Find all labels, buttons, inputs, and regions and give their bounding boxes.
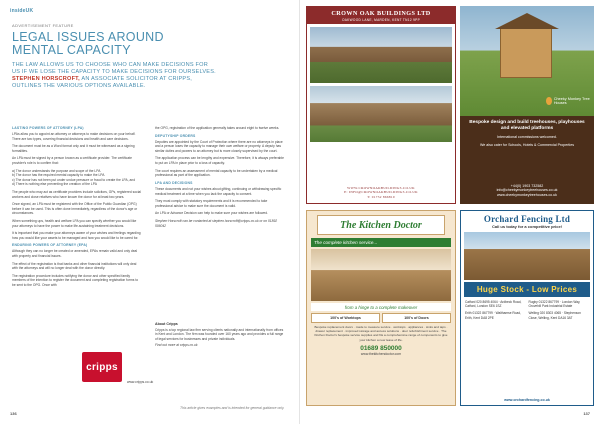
cheeky-monkey-tagline: Bespoke design and build treehouses, playhouses and elevated platforms xyxy=(469,120,585,131)
page-title: LEGAL ISSUES AROUND MENTAL CAPACITY xyxy=(12,30,164,57)
cripps-url[interactable]: www.cripps.co.uk xyxy=(127,380,154,384)
crown-oak-contact xyxy=(307,186,455,199)
kitchen-photo xyxy=(311,249,451,301)
branch-welling: Welling 020 8303 4065 · Stephenson Close, Welling, Kent DA16 3AT xyxy=(528,311,581,320)
cheeky-monkey-logo xyxy=(546,94,590,108)
cheeky-monkey-phone: +44(0) 1903 732582 xyxy=(510,183,544,188)
about-box xyxy=(155,322,285,348)
cheeky-monkey-contact xyxy=(460,184,594,198)
kitchen-doctor-feature-grid xyxy=(311,313,451,323)
kitchen-doctor-strap: from a hinge to a complete makeover xyxy=(311,303,451,311)
list-item: a) The donor understands the purpose and scope of the LPA xyxy=(12,168,101,173)
paragraph: An LPA or Advance Decision can help to make sure your wishes are followed. xyxy=(155,211,269,216)
standfirst-lead: THE LAW ALLOWS US TO CHOOSE WHO CAN MAKE DECISIONS FOR US IF WE LOSE THE CAPACITY TO MAKE DECISIONS FOR OURSELVES. xyxy=(12,62,216,75)
right-page xyxy=(300,0,600,424)
paragraph: It is important that you make your attorneys aware of your wishes and feelings regarding how you would like your assets to be managed and how you would like to be cared for. xyxy=(12,231,141,240)
crown-oak-title: CROWN OAK BUILDINGS LTD xyxy=(331,10,431,17)
paragraph: An LPA must be signed by a person known as a certificate provider. The certificate provider's role is to confirm that: xyxy=(12,156,132,166)
paragraph: They must comply with statutory requirements and it is recommended to take professional advice to make sure the document is valid. xyxy=(155,199,268,208)
about-body: Cripps is a top regional law firm serving clients nationally and internationally from offices in Kent and London. The firm was founded over 160 years ago and provides a full range of legal services for businesses and private individuals. xyxy=(155,327,284,341)
article-column-2 xyxy=(155,126,285,231)
page-number: 136 xyxy=(10,411,17,416)
orchard-header xyxy=(461,211,593,230)
about-title: About Cripps xyxy=(155,322,178,326)
contact-line: Stephen Horscroft can be contacted at stephen.horscroft@cripps.co.uk or on 01892 506042 xyxy=(155,218,278,228)
page-number: 137 xyxy=(583,411,590,416)
paragraph: Once signed, an LPA must be registered with the Office of the Public Guardian (OPG) before it can be used. This is often done immediately, regardless of the donor's age or circumstances. xyxy=(12,202,138,216)
article-column-1 xyxy=(12,126,142,291)
crown-oak-web[interactable]: WWW.CROWNOAKBUILDINGS.CO.UK xyxy=(347,185,415,190)
orchard-title: Orchard Fencing Ltd xyxy=(483,214,571,224)
cheeky-monkey-email[interactable]: info@cheekymonkeytreehouses.co.uk xyxy=(496,188,558,193)
cheeky-monkey-sub1: International commissions welcomed. xyxy=(497,135,557,139)
subheading: ENDURING POWERS OF ATTORNEY (EPA) xyxy=(12,243,88,248)
paragraph: the OPG, registration of the application generally takes around eight to twelve weeks. xyxy=(155,126,280,130)
kitchen-doctor-ad xyxy=(306,210,456,406)
kitchen-doctor-logo: The Kitchen Doctor xyxy=(317,215,445,235)
feature-doors: 100's of Doors xyxy=(382,313,451,323)
monkey-icon xyxy=(546,97,552,105)
kitchen-doctor-banner: The complete kitchen service... xyxy=(311,238,451,247)
orchard-stock-banner: Huge Stock - Low Prices xyxy=(464,282,590,297)
paragraph: LPAs allow you to appoint an attorney or attorneys to make decisions on your behalf. There are two types, covering financial decisions and health and care decisions. xyxy=(12,132,136,141)
paragraph: Although they can no longer be created or amended, EPAs remain valid and only deal with property and financial issues. xyxy=(12,249,138,259)
list-item: b) The donor has the required mental capacity to make the LPA xyxy=(12,173,105,178)
orchard-web[interactable]: www.orchardfencing.co.uk xyxy=(504,398,550,402)
crown-oak-header xyxy=(307,7,455,24)
paragraph: The court requires an assessment of mental capacity to be undertaken by a medical professional as part of the application. xyxy=(155,168,278,178)
paragraph: Deputies are appointed by the Court of Protection where there are no attorneys in place and a person loses the capacity to manage their own welfare or property. A deputy has similar duties and powers to an attorney but is more closely supervised by the court. xyxy=(155,139,283,153)
feature-worktops: 100's of Worktops xyxy=(311,313,380,323)
list-item: d) There is nothing else preventing the creation of the LPA xyxy=(12,182,97,187)
crown-oak-phone: T: 01732 866810 xyxy=(367,194,395,199)
cheeky-monkey-sub2: We also cater for Schools, Hotels & Commercial Properties xyxy=(479,142,574,147)
cheeky-monkey-web[interactable]: www.cheekymonkeytreehouses.co.uk xyxy=(497,193,557,198)
paragraph: The effect of the registration is that banks and other financial institutions will only deal with the attorneys and will no longer deal with the donor directly. xyxy=(12,261,137,271)
cripps-logo: cripps xyxy=(82,352,122,382)
crown-oak-address: OAKWOOD LANE, MARDEN, KENT TN12 9PP xyxy=(341,18,421,22)
treehouse-icon xyxy=(500,28,552,78)
kitchen-doctor-text: Bespoke replacement doors · made to measure service · worktops · appliances · sinks and taps · drawer replacement · improved storage and access solutions · door refurbishment service · The Kitchen Doctor's bespoke service supplies and fits a comprehensive range of components to give your kitchen a new lease of life. xyxy=(314,325,448,342)
paragraph: The document must be as a Word format only and it must be witnessed as a signing formalities. xyxy=(12,144,135,153)
treehouse-photo xyxy=(460,6,594,116)
magazine-name: insideUK xyxy=(10,8,34,14)
oak-building-photo-2 xyxy=(310,86,452,142)
crown-oak-email[interactable]: E: INFO@CROWNOAKBUILDINGS.CO.UK xyxy=(344,190,418,195)
kitchen-doctor-web[interactable]: www.thekitchendoctor.com xyxy=(360,351,402,356)
branch-erith: Erith 01322 867799 · Walthamse Road, Erith, Kent DA8 2PE xyxy=(465,311,521,320)
subheading: LASTING POWERS OF ATTORNEY (LPA) xyxy=(12,126,84,130)
orchard-call: Call us today for a competitive price! xyxy=(491,224,563,229)
list-item: c) The donor has not been put under undue pressure or fraud to create the LPA, and xyxy=(12,177,136,182)
standfirst-tail: AN ASSOCIATE SOLICITOR AT CRIPPS, OUTLINES THE VARIOUS OPTIONS AVAILABLE. xyxy=(12,76,193,89)
orchard-fencing-ad xyxy=(460,210,594,406)
fencing-photo xyxy=(464,232,590,280)
branch-catford: Catford 020 8695 4064 · Ardbeck Road, Catford, London SE6 1SZ xyxy=(465,300,522,309)
cheeky-monkey-ad xyxy=(460,6,594,204)
paragraph: These documents and not your wishes about gifting, continuing or withdrawing specific medical treatment at a time when you lack the capacity to consent. xyxy=(155,186,282,196)
kitchen-doctor-phone: 01689 850000 xyxy=(360,344,402,352)
oak-building-photo xyxy=(310,27,452,83)
paragraph: The registration procedure includes notifying the donor and other specified family members of the intention to register the document and completing registration forms to be sent to the OPG. Once with xyxy=(12,273,139,288)
cheeky-monkey-logo-text: Cheeky Monkey Tree Houses xyxy=(553,97,590,105)
paragraph: When something ups, health and welfare LPA you can specify whether you would like your attorneys to have the power to make life-sustaining treatment decisions. xyxy=(12,219,137,228)
subheading: LPA AND DECISIONS xyxy=(155,180,193,185)
footer-note: This article gives examples and is intended for general guidance only. xyxy=(180,406,285,410)
branch-rugby: Rugby 01322 867799 · London Way, Grovehill Park Industrial Estate xyxy=(528,300,581,309)
section-tag: ADVERTISEMENT FEATURE xyxy=(12,23,74,28)
paragraph: The application process can be lengthy and expensive. Therefore, it is always preferable to put an LPA in place prior to a loss of capacity. xyxy=(155,156,284,166)
standfirst-author: STEPHEN HORSCROFT, xyxy=(12,76,80,82)
standfirst xyxy=(12,62,217,90)
subheading: DEPUTYSHIP ORDERS xyxy=(155,133,196,138)
crown-oak-ad xyxy=(306,6,456,204)
orchard-branches xyxy=(465,300,589,320)
paragraph: The people who may act as certificate providers include solicitors, GPs, registered social workers and close relatives who have known the donor for at least two years. xyxy=(12,190,142,199)
about-web: Find out more at cripps.co.uk xyxy=(155,343,198,348)
